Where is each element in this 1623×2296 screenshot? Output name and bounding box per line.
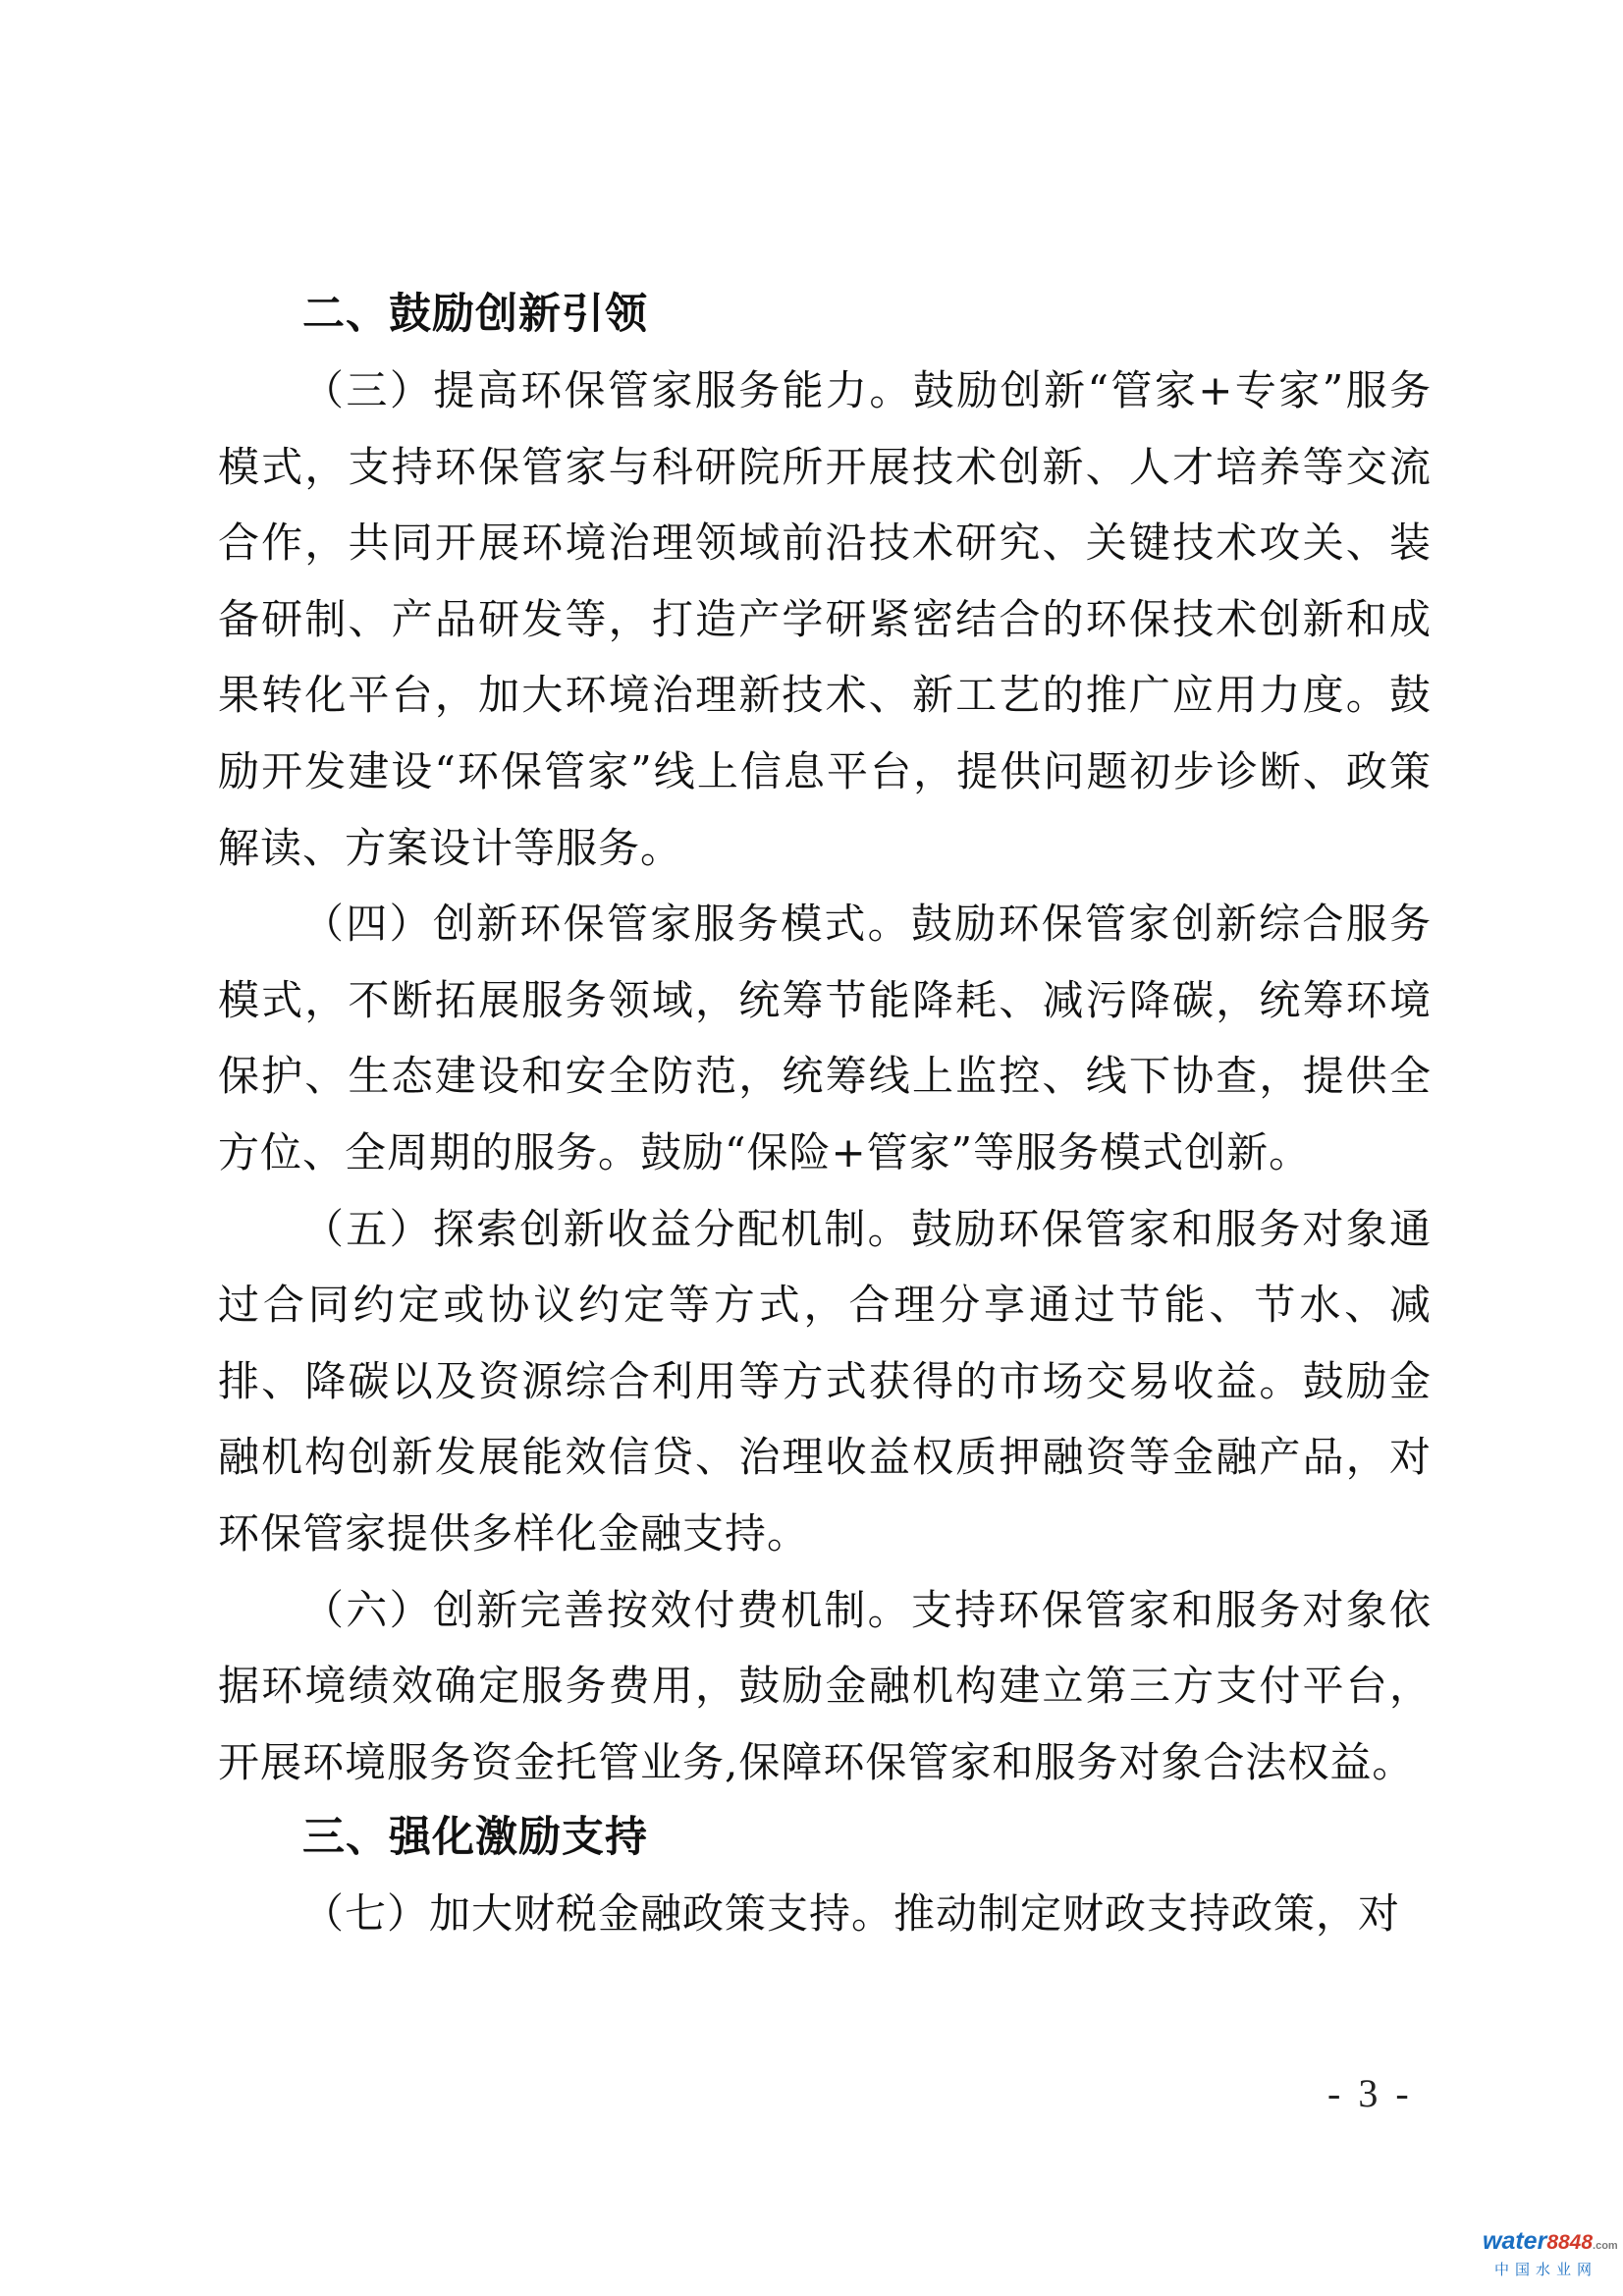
watermark-logo <box>1483 2227 1618 2286</box>
watermark-brand-text: water <box>1483 2227 1547 2255</box>
paragraph-item-7: （七）加大财税金融政策支持。推动制定财政支持政策，对 <box>302 1889 1401 1939</box>
watermark-brand <box>1483 2227 1618 2260</box>
section-heading-strengthen-incentives: 三、强化激励支持 <box>302 1813 648 1863</box>
paragraph-item-4: （四）创新环保管家服务模式。鼓励环保管家创新综合服务模式，不断拓展服务领域，统筹节能降耗、减污降碳，统筹环境保护、生态建设和安全防范，统筹线上监控、线下协查，提供全方位、全周期的服务。鼓励“保险+管家”等服务模式创新。 <box>218 900 1432 1176</box>
document-body <box>218 277 1432 1952</box>
paragraph-item-3: （三）提高环保管家服务能力。鼓励创新“管家+专家”服务模式，支持环保管家与科研院所开展技术创新、人才培养等交流合作，共同开展环境治理领域前沿技术研究、关键技术攻关、装备研制、产品研发等，打造产学研紧密结合的环保技术创新和成果转化平台，加大环境治理新技术、新工艺的推广应用力度。鼓励开发建设“环保管家”线上信息平台，提供问题初步诊断、政策解读、方案设计等服务。 <box>218 366 1432 872</box>
paragraph-item-5: （五）探索创新收益分配机制。鼓励环保管家和服务对象通过合同约定或协议约定等方式，合理分享通过节能、节水、减排、降碳以及资源综合利用等方式获得的市场交易收益。鼓励金融机构创新发展能效信贷、治理收益权质押融资等金融产品，对环保管家提供多样化金融支持。 <box>218 1204 1432 1558</box>
watermark-chinese-name: 中国水业网 <box>1494 2261 1598 2278</box>
paragraph-item-6: （六）创新完善按效付费机制。支持环保管家和服务对象依据环境绩效确定服务费用，鼓励金融机构建立第三方支付平台，开展环境服务资金托管业务,保障环保管家和服务对象合法权益。 <box>218 1585 1432 1786</box>
watermark-number: 8848 <box>1546 2231 1594 2254</box>
section-heading-encourage-innovation: 二、鼓励创新引领 <box>302 290 648 339</box>
page-number: - 3 - <box>1327 2071 1413 2115</box>
watermark-domain: .com <box>1593 2240 1618 2252</box>
